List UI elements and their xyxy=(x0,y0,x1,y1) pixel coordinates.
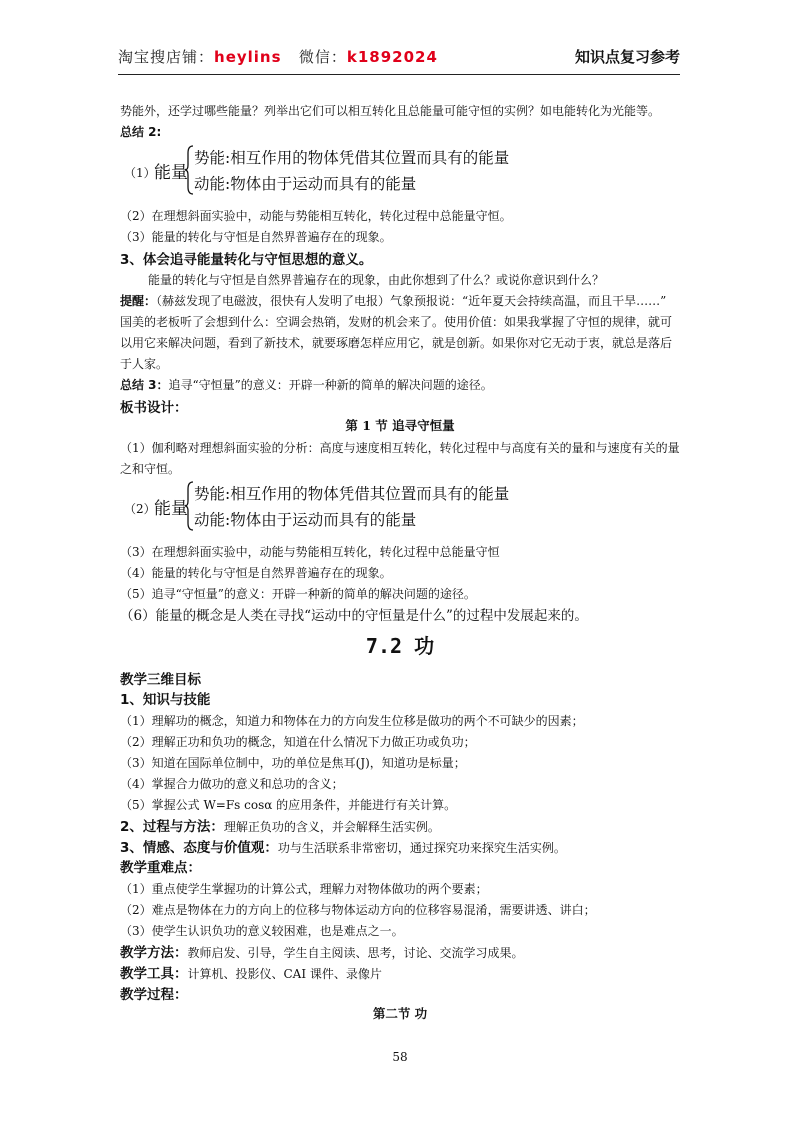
summary-3-text: 追寻“守恒量”的意义：开辟一种新的简单的解决问题的途径。 xyxy=(168,378,493,392)
item-number: （2） xyxy=(124,502,156,516)
text-line: 以用它来解决问题，看到了新技术，就要琢磨怎样应用它，就是创新。如果你对它无动于衷，就总是落后 xyxy=(120,336,673,350)
energy-brace-2 xyxy=(120,482,680,534)
energy-term: 能量 xyxy=(154,499,188,519)
potential-energy-def: 势能:相互作用的物体凭借其位置而具有的能量 xyxy=(194,149,510,167)
text-line: 势能外，还学过哪些能量？列举出它们可以相互转化且总能量可能守恒的实例？如电能转化为光能等。 xyxy=(120,104,661,118)
emotion-values-label: 3、情感、态度与价值观： xyxy=(120,840,278,856)
chapter-title: 7.2 功 xyxy=(365,634,435,658)
emotion-values xyxy=(120,836,566,856)
text-line: （4）掌握合力做功的意义和总功的含义； xyxy=(120,777,344,791)
page-header xyxy=(118,44,680,75)
text-line: （1）伽利略对理想斜面实验的分析：高度与速度相互转化，转化过程中与高度有关的量和与速度有关的量 xyxy=(120,441,680,455)
teaching-method-text: 教师启发、引导，学生自主阅读、思考，讨论、交流学习成果。 xyxy=(187,946,524,960)
shop-label: 淘宝搜店铺： xyxy=(118,48,215,66)
text-line: （3）使学生认识负功的意义较困难，也是难点之一。 xyxy=(120,924,404,938)
text-line: （6）能量的概念是人类在寻找“运动中的守恒量是什么”的过程中发展起来的。 xyxy=(120,608,588,624)
process-method-text: 理解正负功的含义，并会解释生活实例。 xyxy=(223,820,440,834)
text-line: 于人家。 xyxy=(120,357,169,371)
text-line: （3）在理想斜面实验中，动能与势能相互转化，转化过程中总能量守恒 xyxy=(120,545,500,559)
text-line: （1）理解功的概念，知道力和物体在力的方向发生位移是做功的两个不可缺少的因素； xyxy=(120,714,584,728)
text-line: 之和守恒。 xyxy=(120,462,181,476)
shop-name: heylins xyxy=(214,48,282,66)
teaching-tools-label: 教学工具： xyxy=(120,966,188,982)
emotion-values-text: 功与生活联系非常密切，通过探究功来探究生活实例。 xyxy=(277,841,566,855)
knowledge-heading: 1、知识与技能 xyxy=(120,692,211,708)
energy-term: 能量 xyxy=(154,163,188,183)
tip-label: 提醒： xyxy=(120,294,157,308)
section-title: 第 1 节 追寻守恒量 xyxy=(345,418,455,433)
summary-3 xyxy=(120,376,493,393)
teaching-tools xyxy=(120,962,382,982)
difficulty-heading: 教学重难点： xyxy=(120,860,201,876)
summary-2-label: 总结 2: xyxy=(120,125,162,139)
kinetic-energy-def: 动能:物体由于运动而具有的能量 xyxy=(194,511,417,529)
board-design-heading: 板书设计： xyxy=(120,400,188,416)
process-method xyxy=(120,815,440,835)
brace-icon xyxy=(184,145,194,195)
tip-text: （赫兹发现了电磁波，很快有人发明了电报）气象预报说：“近年夏天会持续高温，而且干旱……” xyxy=(156,294,667,308)
teaching-method-label: 教学方法： xyxy=(120,945,188,961)
wechat-id: k1892024 xyxy=(346,48,438,66)
text-line: （3）知道在国际单位制中，功的单位是焦耳(J)，知道功是标量； xyxy=(120,756,466,770)
kinetic-energy-def: 动能:物体由于运动而具有的能量 xyxy=(194,175,417,193)
process-method-label: 2、过程与方法： xyxy=(120,819,224,835)
text-line: （3）能量的转化与守恒是自然界普遍存在的现象。 xyxy=(120,230,392,244)
text-line: （5）掌握公式 W=Fs cosα 的应用条件，并能进行有关计算。 xyxy=(120,798,457,812)
energy-brace-1 xyxy=(120,146,680,198)
teaching-tools-text: 计算机、投影仪、CAI 课件、录像片 xyxy=(187,967,382,981)
section-heading: 3、体会追寻能量转化与守恒思想的意义。 xyxy=(120,252,373,268)
tip-paragraph xyxy=(120,292,666,309)
teaching-method xyxy=(120,941,524,961)
text-line: （2）理解正功和负功的概念，知道在什么情况下力做正功或负功； xyxy=(120,735,476,749)
wechat-label: 微信： xyxy=(298,48,347,66)
text-line: 国美的老板听了会想到什么：空调会热销，发财的机会来了。使用价值：如果我掌握了守恒的规律，就可 xyxy=(120,315,673,329)
text-line: （2）难点是物体在力的方向上的位移与物体运动方向的位移容易混淆，需要讲透、讲白； xyxy=(120,903,596,917)
shop-info xyxy=(118,46,438,67)
text-line: （5）追寻“守恒量”的意义：开辟一种新的简单的解决问题的途径。 xyxy=(120,587,476,601)
page-number: 58 xyxy=(392,1050,408,1064)
text-line: （4）能量的转化与守恒是自然界普遍存在的现象。 xyxy=(120,566,392,580)
goals-heading: 教学三维目标 xyxy=(120,672,201,688)
text-line: （1）重点使学生掌握功的计算公式，理解力对物体做功的两个要素； xyxy=(120,882,488,896)
header-title: 知识点复习参考 xyxy=(574,48,680,66)
text-line: 能量的转化与守恒是自然界普遍存在的现象，由此你想到了什么？或说你意识到什么？ xyxy=(148,273,605,287)
process-heading: 教学过程： xyxy=(120,987,188,1003)
item-number: （1） xyxy=(124,166,156,180)
potential-energy-def: 势能:相互作用的物体凭借其位置而具有的能量 xyxy=(194,485,510,503)
summary-3-label: 总结 3： xyxy=(120,378,169,392)
text-line: （2）在理想斜面实验中，动能与势能相互转化，转化过程中总能量守恒。 xyxy=(120,209,512,223)
brace-icon xyxy=(184,481,194,531)
section-2-title: 第二节 功 xyxy=(372,1006,428,1021)
